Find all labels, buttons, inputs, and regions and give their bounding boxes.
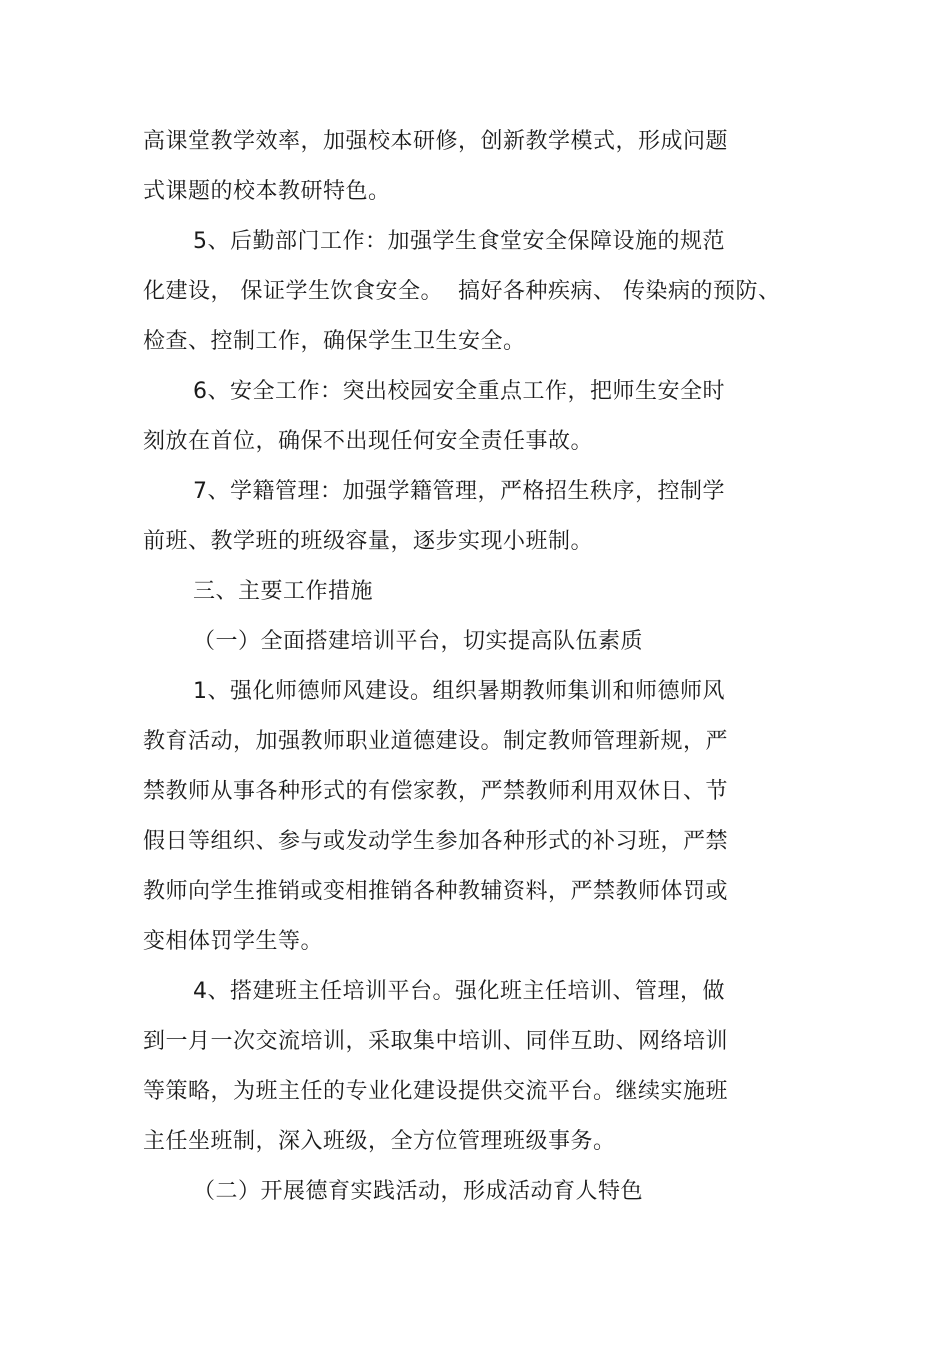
text-line-20: 等策略，为班主任的专业化建设提供交流平台。继续实施班 <box>143 1079 729 1104</box>
subsection-heading-1: （一）全面搭建培训平台，切实提高队伍素质 <box>193 629 644 654</box>
text-line-13: 教育活动，加强教师职业道德建设。制定教师管理新规，严 <box>143 729 729 754</box>
text-line-17: 变相体罚学生等。 <box>143 929 324 954</box>
subsection-heading-2: （二）开展德育实践活动，形成活动育人特色 <box>193 1179 644 1204</box>
text-line-21: 主任坐班制，深入班级，全方位管理班级事务。 <box>143 1129 616 1154</box>
text-line-15: 假日等组织、参与或发动学生参加各种形式的补习班，严禁 <box>143 829 729 854</box>
text-line-9: 前班、教学班的班级容量，逐步实现小班制。 <box>143 529 594 554</box>
text-line-5: 检查、控制工作，确保学生卫生安全。 <box>143 329 526 354</box>
paragraph-item-4: 4、搭建班主任培训平台。强化班主任培训、管理，做 <box>193 979 725 1004</box>
text-line-1: 高课堂教学效率，加强校本研修，创新教学模式，形成问题 <box>143 129 729 154</box>
paragraph-item-1: 1、强化师德师风建设。组织暑期教师集训和师德师风 <box>193 679 725 704</box>
paragraph-item-6: 6、安全工作：突出校园安全重点工作，把师生安全时 <box>193 379 725 404</box>
text-line-14: 禁教师从事各种形式的有偿家教，严禁教师利用双休日、节 <box>143 779 729 804</box>
text-line-7: 刻放在首位，确保不出现任何安全责任事故。 <box>143 429 594 454</box>
paragraph-item-7: 7、学籍管理：加强学籍管理，严格招生秩序，控制学 <box>193 479 725 504</box>
text-line-4: 化建设， 保证学生饮食安全。 搞好各种疾病、 传染病的预防、 <box>143 279 781 304</box>
text-line-19: 到一月一次交流培训，采取集中培训、同伴互助、网络培训 <box>143 1029 729 1054</box>
section-heading-3: 三、主要工作措施 <box>193 579 374 604</box>
text-line-16: 教师向学生推销或变相推销各种教辅资料，严禁教师体罚或 <box>143 879 729 904</box>
paragraph-item-5: 5、后勤部门工作：加强学生食堂安全保障设施的规范 <box>193 229 725 254</box>
text-line-2: 式课题的校本教研特色。 <box>143 179 391 204</box>
